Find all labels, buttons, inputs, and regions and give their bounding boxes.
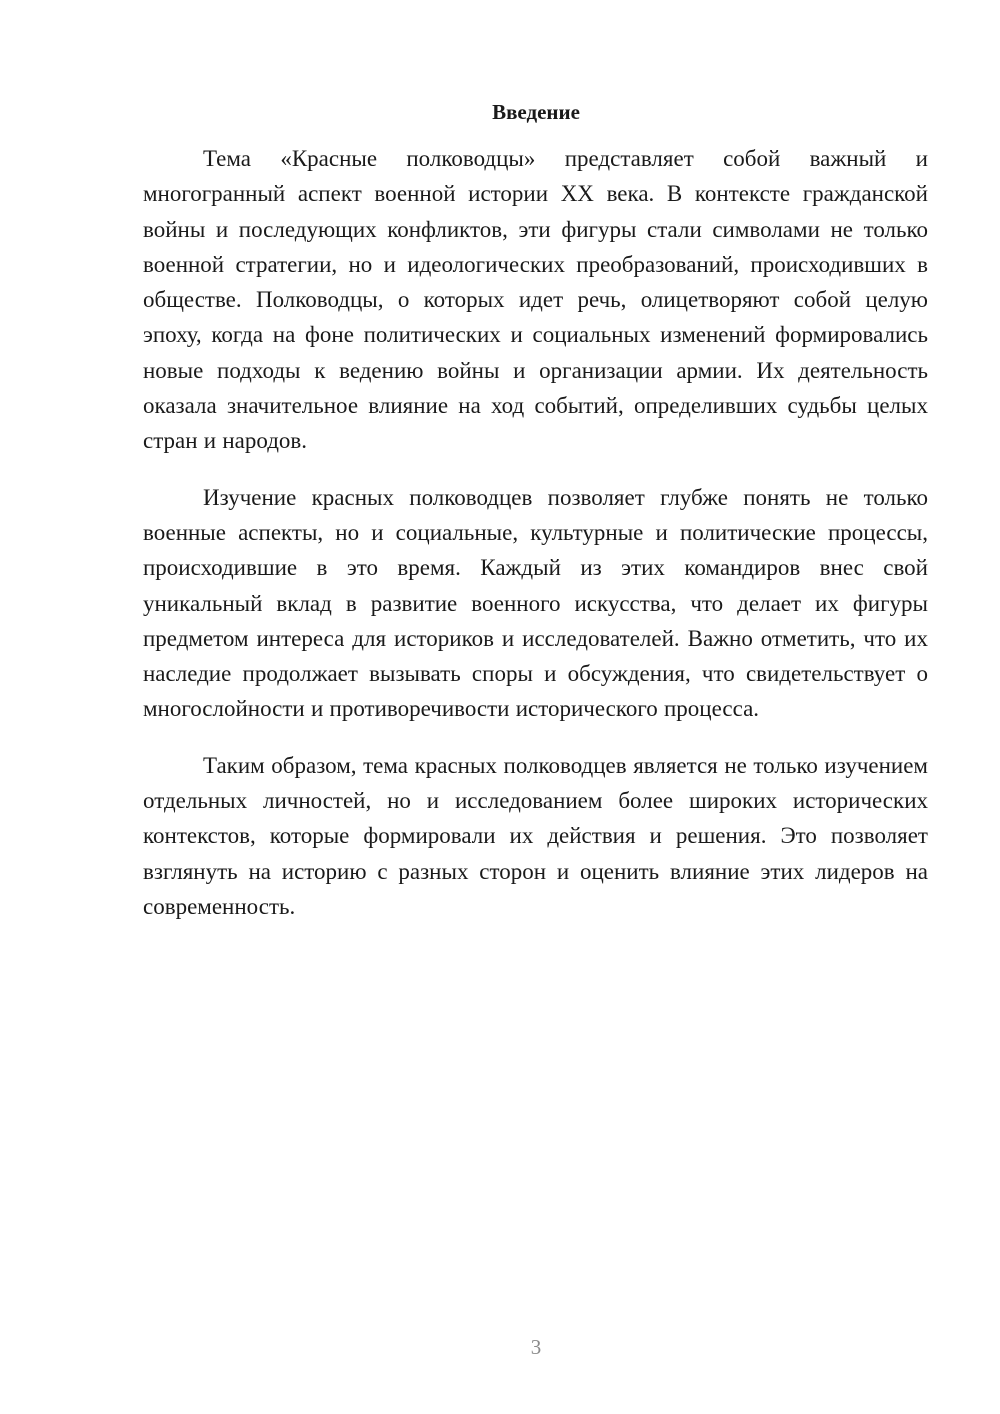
page-number: 3 [530, 1335, 542, 1359]
paragraph-2: Изучение красных полководцев позволяет глубже понять не только военные аспекты, но и социальные, культурные и политические процессы, происходившие в это время. Каждый из этих командиров внес свой уникальный вклад в развитие военного искусства, что делает их фигуры предметом интереса для историков и исследователей. Важно отметить, что их наследие продолжает вызывать споры и обсуждения, что свидетельствует о многослойности и противоречивости исторического процесса. [143, 484, 928, 722]
paragraph-3: Таким образом, тема красных полководцев является не только изучением отдельных личностей, но и исследованием более широких исторических контекстов, которые формировали их действия и решения. Это позволяет взглянуть на историю с разных сторон и оценить влияние этих лидеров на современность. [143, 752, 928, 919]
paragraph-1: Тема «Красные полководцы» представляет собой важный и многогранный аспект военной истории XX века. В контексте гражданской войны и последующих конфликтов, эти фигуры стали символами не только военной стратегии, но и идеологических преобразований, происходивших в обществе. Полководцы, о которых идет речь, олицетворяют собой целую эпоху, когда на фоне политических и социальных изменений формировались новые подходы к ведению войны и организации армии. Их деятельность оказала значительное влияние на ход событий, определивших судьбы целых стран и народов. [143, 146, 928, 454]
document-body [143, 141, 928, 945]
page-title: Введение [492, 100, 580, 124]
